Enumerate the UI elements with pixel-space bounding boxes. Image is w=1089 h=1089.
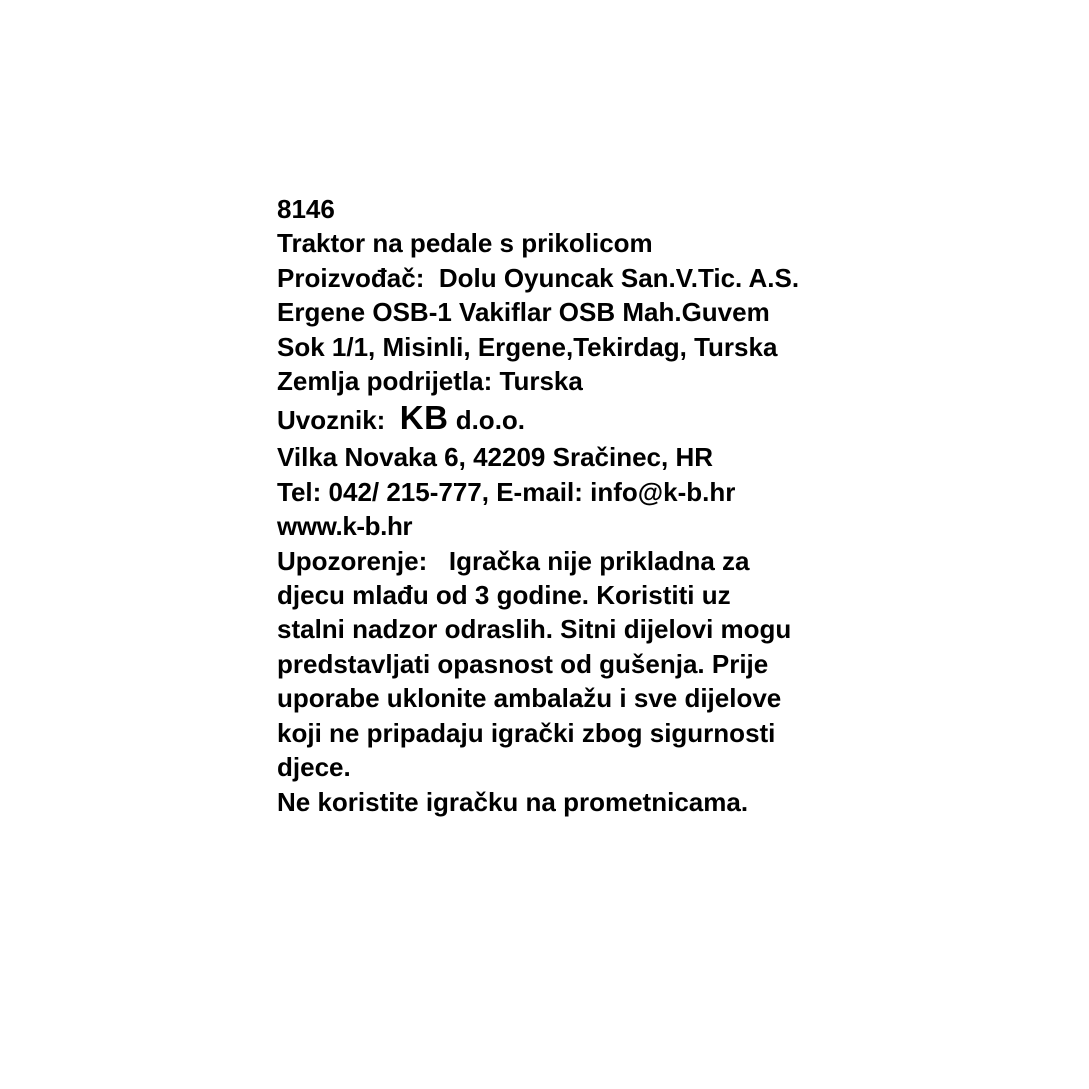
- importer-address: Vilka Novaka 6, 42209 Sračinec, HR: [277, 442, 714, 473]
- importer-line: [277, 398, 877, 440]
- manufacturer-address-line2: Sok 1/1, Misinli, Ergene,Tekirdag, Turska: [277, 331, 778, 362]
- warning-final-line: Ne koristite igračku na prometnicama.: [277, 786, 749, 817]
- warning-line: stalni nadzor odraslih. Sitni dijelovi mogu: [277, 614, 792, 645]
- manufacturer-address-line1: Ergene OSB-1 Vakiflar OSB Mah.Guvem: [277, 297, 770, 328]
- importer-company-suffix: d.o.o.: [455, 405, 526, 436]
- warning-first-line: [277, 544, 877, 578]
- warning-line: koji ne pripadaju igrački zbog sigurnosti: [277, 717, 776, 748]
- warning-line: djece.: [277, 752, 351, 783]
- importer-website: www.k-b.hr: [277, 511, 413, 542]
- kb-logo: KB: [399, 399, 449, 437]
- country-of-origin: Zemlja podrijetla: Turska: [277, 366, 583, 397]
- product-code: 8146: [277, 194, 335, 224]
- manufacturer-name: Dolu Oyuncak San.V.Tic. A.S.: [438, 262, 800, 293]
- warning-label: Upozorenje:: [277, 545, 428, 576]
- importer-contact: Tel: 042/ 215-777, E-mail: info@k-b.hr: [277, 476, 736, 507]
- warning-line-1: Igračka nije prikladna za: [448, 545, 750, 576]
- warning-line: uporabe uklonite ambalažu i sve dijelove: [277, 683, 782, 714]
- warning-line: predstavljati opasnost od gušenja. Prije: [277, 648, 769, 679]
- importer-label: Uvoznik:: [277, 405, 386, 436]
- product-label: [277, 192, 877, 819]
- warning-line: djecu mlađu od 3 godine. Koristiti uz: [277, 580, 731, 611]
- manufacturer-line: [277, 261, 877, 295]
- manufacturer-label: Proizvođač:: [277, 262, 425, 293]
- product-name: Traktor na pedale s prikolicom: [277, 228, 653, 259]
